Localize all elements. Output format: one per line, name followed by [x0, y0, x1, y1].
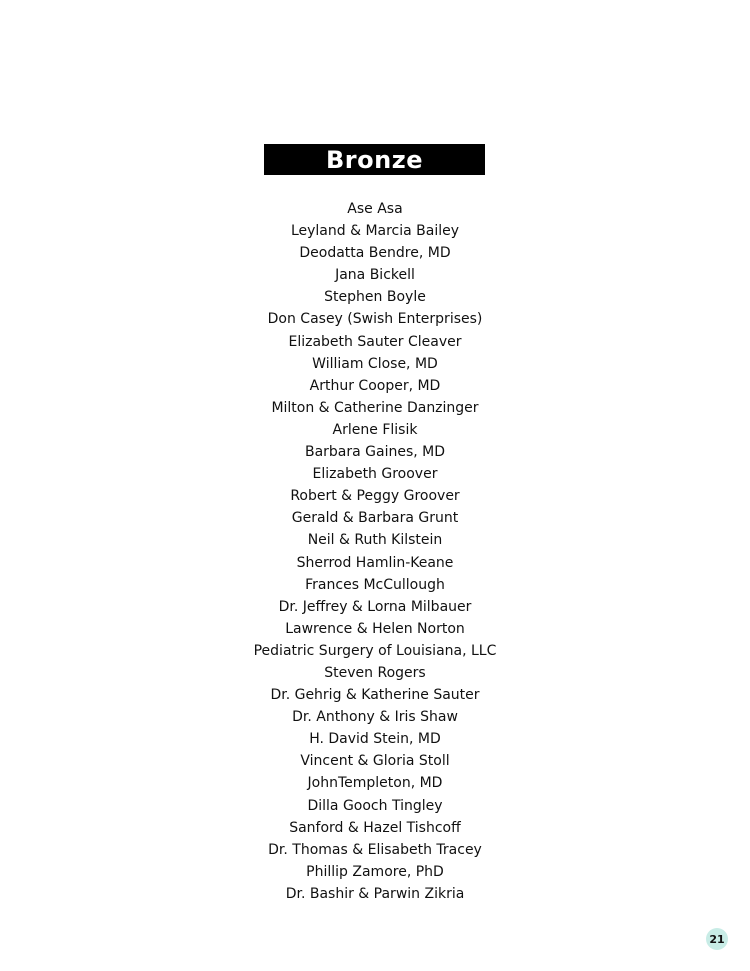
donor-name: Elizabeth Groover — [312, 466, 438, 483]
donor-name: Ase Asa — [347, 201, 403, 217]
donor-name: Arlene Flisik — [332, 421, 418, 438]
section-title: Bronze — [326, 145, 423, 174]
donor-name: Jana Bickell — [335, 267, 415, 284]
donor-name: Dr. Jeffrey & Lorna Milbauer — [278, 598, 472, 615]
donor-name: H. David Stein, MD — [309, 731, 441, 748]
donor-name: Elizabeth Sauter Cleaver — [288, 333, 462, 350]
donor-name: Gerald & Barbara Grunt — [291, 510, 459, 527]
donor-name: Leyland & Marcia Bailey — [290, 223, 460, 240]
donor-name: Stephen Boyle — [324, 289, 426, 306]
donor-name: Dr. Anthony & Iris Shaw — [292, 709, 458, 726]
donor-name: Steven Rogers — [324, 664, 426, 681]
donor-name: JohnTempleton, MD — [307, 775, 443, 792]
donor-name: Arthur Cooper, MD — [309, 377, 441, 394]
page-number: 21 — [709, 932, 725, 946]
donor-name: Sherrod Hamlin-Keane — [296, 554, 454, 571]
donor-name: Lawrence & Helen Norton — [285, 620, 465, 637]
donor-name: Dr. Bashir & Parwin Zikria — [285, 885, 465, 902]
donor-name: Frances McCullough — [305, 576, 445, 593]
donor-name: William Close, MD — [312, 355, 438, 372]
donor-name: Pediatric Surgery of Louisiana, LLC — [253, 642, 497, 659]
donor-name: Dr. Thomas & Elisabeth Tracey — [268, 841, 482, 858]
donor-name: Deodatta Bendre, MD — [299, 245, 451, 262]
donor-name: Dr. Gehrig & Katherine Sauter — [270, 687, 480, 704]
donor-name: Milton & Catherine Danzinger — [271, 399, 479, 416]
donor-name: Phillip Zamore, PhD — [306, 863, 444, 880]
donor-name: Don Casey (Swish Enterprises) — [267, 311, 483, 328]
donor-name: Robert & Peggy Groover — [290, 488, 460, 505]
donor-name: Barbara Gaines, MD — [304, 444, 446, 461]
section-header — [264, 144, 485, 175]
page-number-badge — [706, 928, 728, 950]
donor-name: Neil & Ruth Kilstein — [307, 532, 443, 549]
donor-list — [0, 198, 750, 905]
donor-name: Sanford & Hazel Tishcoff — [289, 819, 461, 836]
donor-name: Vincent & Gloria Stoll — [300, 753, 450, 770]
donor-name: Dilla Gooch Tingley — [307, 797, 443, 814]
